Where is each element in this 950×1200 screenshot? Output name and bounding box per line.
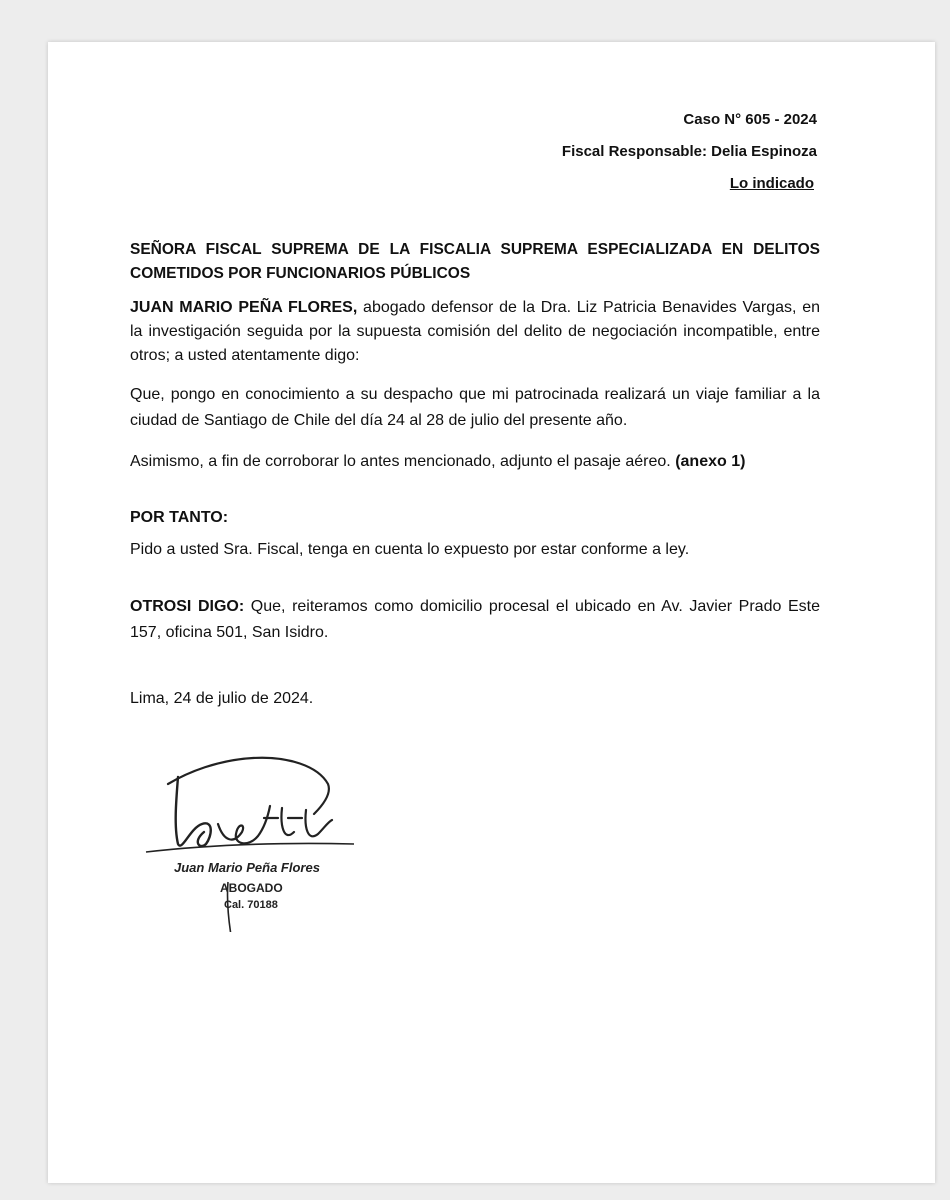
- intro-paragraph: [130, 296, 820, 368]
- place-date: Lima, 24 de julio de 2024.: [130, 690, 314, 707]
- subject-line: Lo indicado: [729, 175, 814, 192]
- por-tanto-text: Pido a usted Sra. Fiscal, tenga en cuenta lo expuesto por estar conforme a ley.: [130, 541, 690, 558]
- annex-text: Asimismo, a fin de corroborar lo antes mencionado, adjunto el pasaje aéreo.: [130, 453, 676, 470]
- por-tanto-heading: POR TANTO:: [130, 509, 229, 526]
- signature-stamp: [118, 732, 358, 932]
- paragraph-travel: Que, pongo en conocimiento a su despacho que mi patrocinada realizará un viaje familiar a la ciudad de Santiago de Chile del día 24 al 28 de julio del presente año.: [130, 386, 820, 429]
- otrosi-paragraph: [130, 594, 820, 646]
- lawyer-name: JUAN MARIO PEÑA FLORES,: [130, 299, 358, 316]
- signature-title: ABOGADO: [220, 881, 283, 895]
- intro-text: abogado defensor de la Dra. Liz Patricia Benavides Vargas, en la investigación seguida por la supuesta comisión del delito de negociación incompatible, entre otros; a usted atentamente digo:: [130, 299, 821, 364]
- case-number: Caso N° 605 - 2024: [683, 111, 817, 128]
- document-page: [48, 42, 935, 1183]
- signature-registration: Cal. 70188: [224, 899, 278, 911]
- addressee: SEÑORA FISCAL SUPREMA DE LA FISCALIA SUPREMA ESPECIALIZADA EN DELITOS COMETIDOS POR FUNCIONARIOS PÚBLICOS: [130, 241, 820, 282]
- prosecutor-line: Fiscal Responsable: Delia Espinoza: [561, 143, 817, 160]
- paragraph-annex: [130, 450, 820, 474]
- annex-reference: (anexo 1): [675, 453, 746, 470]
- signature-name: Juan Mario Peña Flores: [174, 860, 320, 875]
- handwritten-signature-icon: [118, 732, 358, 932]
- otrosi-text: Que, reiteramos como domicilio procesal el ubicado en Av. Javier Prado Este 157, oficina 501, San Isidro.: [130, 598, 821, 641]
- otrosi-heading: OTROSI DIGO:: [130, 598, 245, 615]
